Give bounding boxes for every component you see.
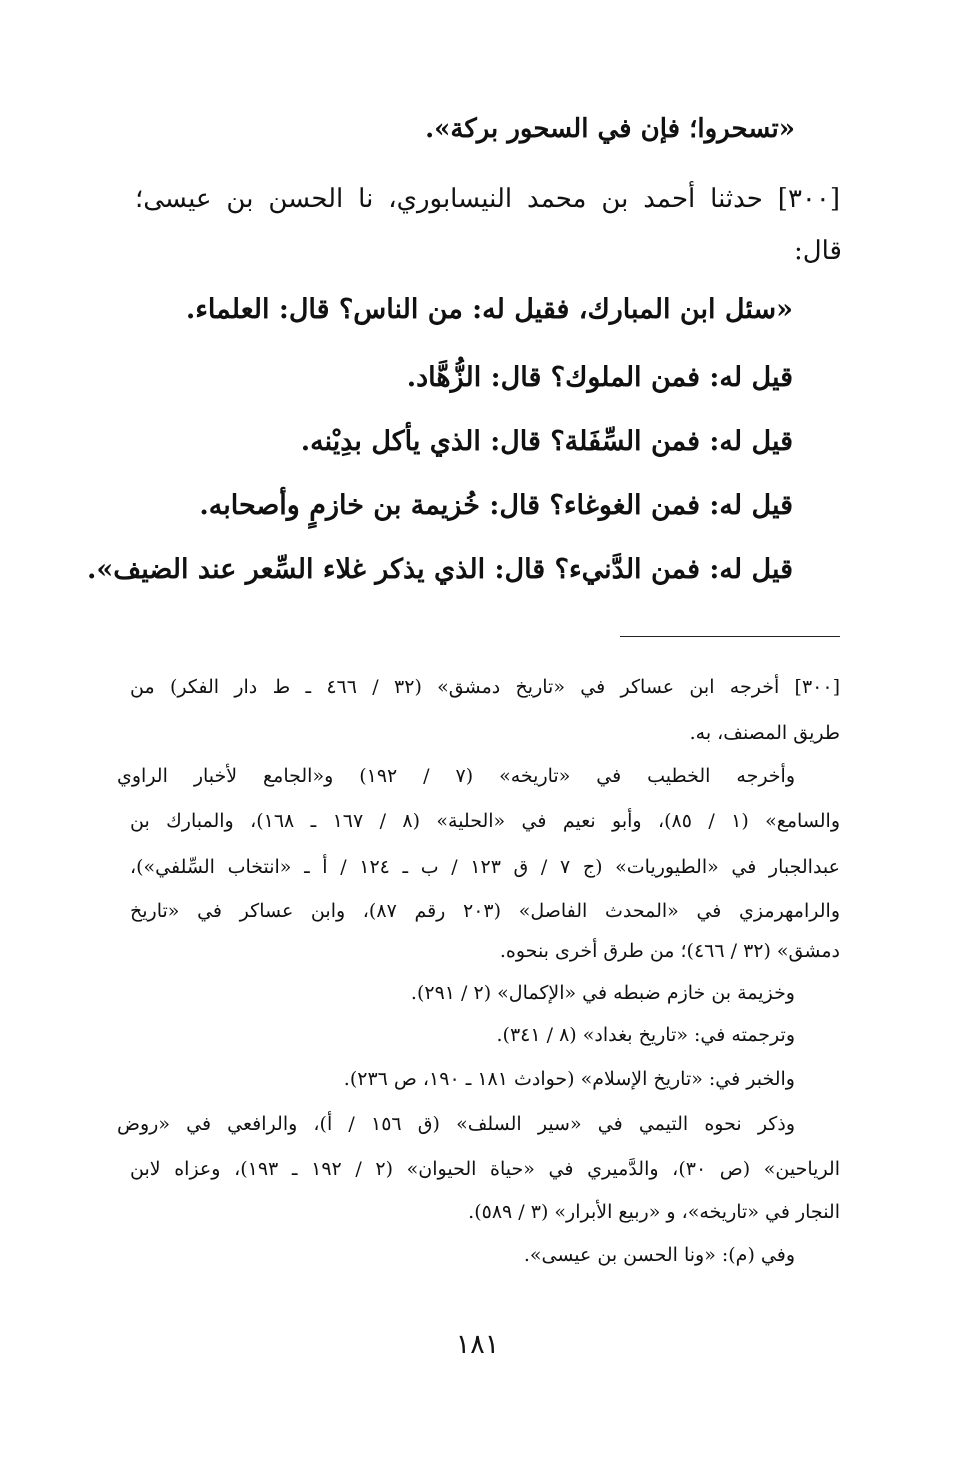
quote-line-3: قيل له: فمن السِّفَلة؟ قال: الذي يأكل بدِيْنه. <box>300 426 793 457</box>
main-line-1: «تسحروا؛ فإن في السحور بركة». <box>425 114 795 144</box>
quote-line-4: قيل له: فمن الغوغاء؟ قال: خُزيمة بن خازمٍ وأصحابه. <box>199 490 793 521</box>
footnote-line-11: وذكر نحوه التيمي في «سير السلف» (ق ١٥٦ / أ)، والرافعي في «روض <box>117 1113 795 1135</box>
main-line-2: [٣٠٠] حدثنا أحمد بن محمد النيسابوري، نا الحسن بن عيسى؛ <box>135 184 840 214</box>
footnote-line-10: والخبر في: «تاريخ الإسلام» (حوادث ١٨١ ـ ١٩٠، ص ٢٣٦). <box>343 1068 795 1090</box>
footnote-line-1: [٣٠٠] أخرجه ابن عساكر في «تاريخ دمشق» (٣٢ / ٤٦٦ ـ ط دار الفكر) من <box>130 676 840 698</box>
footnote-line-3: وأخرجه الخطيب في «تاريخه» (٧ / ١٩٢) و«الجامع لأخبار الراوي <box>117 765 796 787</box>
footnote-line-2: طريق المصنف، به. <box>689 722 840 744</box>
footnote-line-14: وفي (م): «ونا الحسن بن عيسى». <box>523 1244 795 1266</box>
quote-line-2: قيل له: فمن الملوك؟ قال: الزُّهَّاد. <box>406 362 793 393</box>
footnote-line-9: وترجمته في: «تاريخ بغداد» (٨ / ٣٤١). <box>496 1024 795 1046</box>
quote-line-1: «سئل ابن المبارك، فقيل له: من الناس؟ قال: العلماء. <box>185 294 793 325</box>
footnote-line-6: والرامهرمزي في «المحدث الفاصل» (٢٠٣ رقم ٨٧)، وابن عساكر في «تاريخ <box>130 900 840 922</box>
quote-line-5: قيل له: فمن الدَّنيء؟ قال: الذي يذكر غلاء السِّعر عند الضيف». <box>87 554 793 585</box>
main-line-3: قال: <box>793 236 842 266</box>
footnote-line-4: والسامع» (١ / ٨٥)، وأبو نعيم في «الحلية» (٨ / ١٦٧ ـ ١٦٨)، والمبارك بن <box>130 810 841 832</box>
footnote-line-5: عبدالجبار في «الطيوريات» (ج ٧ / ق ١٢٣ / ب ـ ١٢٤ / أ ـ «انتخاب السِّلفي»)، <box>130 856 841 878</box>
footnote-line-12: الرياحين» (ص ٣٠)، والدَّميري في «حياة الحيوان» (٢ / ١٩٢ ـ ١٩٣)، وعزاه لابن <box>130 1158 840 1180</box>
page-number: ١٨١ <box>455 1329 500 1360</box>
footnote-line-7: دمشق» (٣٢ / ٤٦٦)؛ من طرق أخرى بنحوه. <box>499 940 840 962</box>
footnote-line-8: وخزيمة بن خازم ضبطه في «الإكمال» (٢ / ٢٩١). <box>410 982 795 1004</box>
footnote-line-13: النجار في «تاريخه»، و «ربيع الأبرار» (٣ / ٥٨٩). <box>468 1201 840 1223</box>
footnote-separator <box>620 636 840 637</box>
